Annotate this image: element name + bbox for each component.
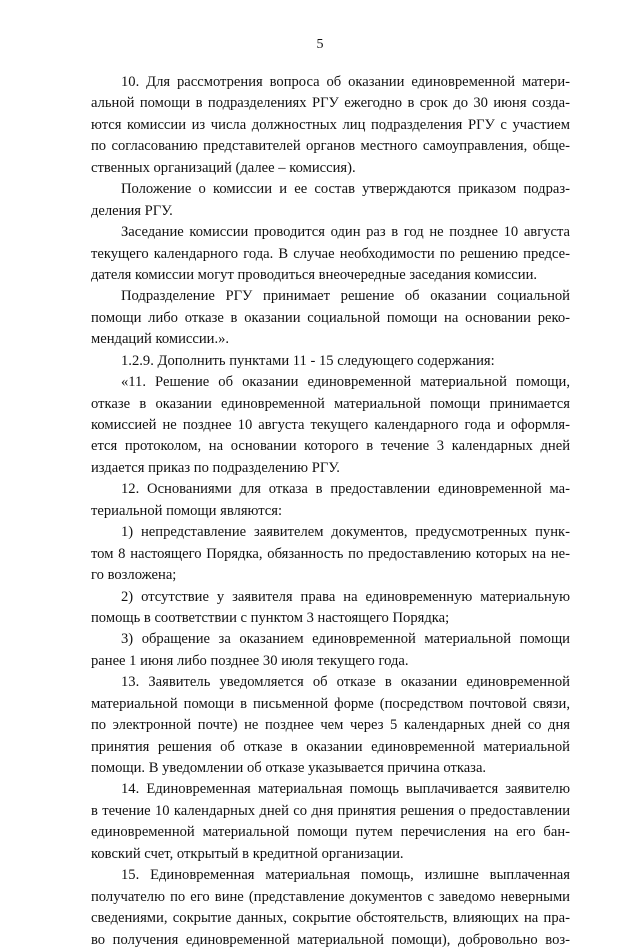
text-line: отказе в оказании единовременной материальной помощи принимается bbox=[91, 395, 570, 412]
document-body bbox=[91, 72, 570, 951]
text-line: текущего календарного года. В случае необходимости по решению предсе- bbox=[91, 245, 570, 262]
text-line: ется протоколом, на основании которого в течение 3 календарных дней bbox=[91, 438, 570, 455]
text-line: помощь в соответствии с пунктом 3 настоящего Порядка; bbox=[91, 609, 450, 626]
text-line: сведениями, сокрытие данных, сокрытие обстоятельств, влияющих на пра- bbox=[91, 910, 570, 927]
text-line: получателю по его вине (представление документов с заведомо неверными bbox=[91, 888, 570, 905]
text-line: «11. Решение об оказании единовременной материальной помощи, bbox=[121, 374, 570, 391]
text-line: 1.2.9. Дополнить пунктами 11 - 15 следующего содержания: bbox=[121, 352, 495, 369]
text-line: помощи. В уведомлении об отказе указывается причина отказа. bbox=[91, 760, 487, 776]
text-line: дателя комиссии могут проводиться внеочередные заседания комиссии. bbox=[91, 266, 538, 283]
text-line: Заседание комиссии проводится один раз в год не позднее 10 августа bbox=[121, 224, 570, 241]
text-line: по согласованию представителей органов местного самоуправления, обще- bbox=[91, 138, 570, 155]
text-line: Подразделение РГУ принимает решение об оказании социальной bbox=[121, 288, 570, 305]
text-line: го возложена; bbox=[91, 567, 177, 584]
text-line: единовременной материальной помощи путем перечисления на его бан- bbox=[91, 824, 570, 841]
text-line: комиссией не позднее 10 августа текущего календарного года и оформля- bbox=[91, 417, 570, 433]
text-line: ранее 1 июня либо позднее 30 июля текущего года. bbox=[91, 652, 409, 669]
text-line: 3) обращение за оказанием единовременной материальной помощи bbox=[121, 631, 570, 648]
text-line: 15. Единовременная материальная помощь, излишне выплаченная bbox=[121, 867, 570, 884]
text-line: деления РГУ. bbox=[91, 202, 173, 219]
text-line: издается приказ по подразделению РГУ. bbox=[91, 459, 340, 476]
text-line: 2) отсутствие у заявителя права на единовременную материальную bbox=[121, 588, 570, 605]
text-line: 14. Единовременная материальная помощь выплачивается заявителю bbox=[121, 781, 570, 798]
text-line: помощи либо отказе в оказании социальной помощи на основании реко- bbox=[91, 309, 570, 326]
text-line: том 8 настоящего Порядка, обязанность по предоставлению которых на не- bbox=[91, 545, 570, 562]
text-line: альной помощи в подразделениях РГУ ежегодно в срок до 30 июня созда- bbox=[91, 95, 570, 112]
text-line: в течение 10 календарных дней со дня принятия решения о предоставлении bbox=[91, 802, 570, 819]
text-line: 12. Основаниями для отказа в предоставлении единовременной ма- bbox=[121, 481, 570, 498]
text-line: териальной помощи являются: bbox=[91, 502, 283, 519]
text-line: мендаций комиссии.». bbox=[91, 331, 230, 348]
text-line: ковский счет, открытый в кредитной организации. bbox=[91, 845, 404, 862]
text-line: принятия решения об отказе в оказании единовременной материальной bbox=[91, 738, 570, 755]
text-line: ственных организаций (далее – комиссия). bbox=[91, 159, 356, 176]
text-line: 1) непредставление заявителем документов, предусмотренных пунк- bbox=[121, 524, 570, 541]
text-line: 13. Заявитель уведомляется об отказе в оказании единовременной bbox=[121, 674, 570, 691]
text-line: по электронной почте) не позднее чем через 5 календарных дней со дня bbox=[91, 717, 570, 734]
text-line: Положение о комиссии и ее состав утверждаются приказом подраз- bbox=[121, 181, 570, 198]
text-line: материальной помощи в письменной форме (посредством почтовой связи, bbox=[91, 695, 570, 712]
text-line: ются комиссии из числа должностных лиц подразделения РГУ с участием bbox=[91, 116, 570, 133]
page-number: 5 bbox=[316, 37, 324, 52]
text-line: во получения единовременной материальной помощи), добровольно воз- bbox=[91, 931, 570, 948]
text-line: 10. Для рассмотрения вопроса об оказании единовременной матери- bbox=[121, 74, 570, 90]
